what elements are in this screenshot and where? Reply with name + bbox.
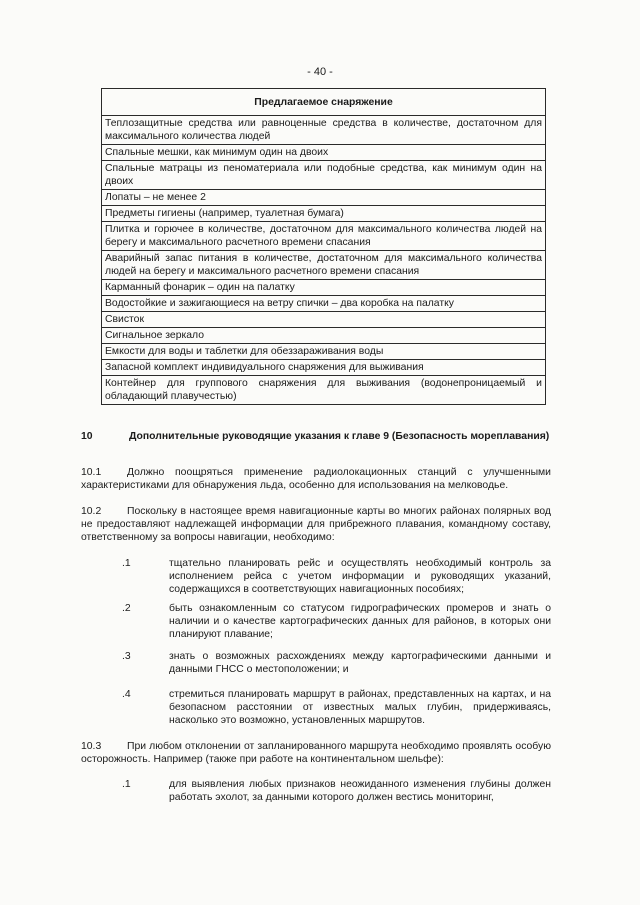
- list-item-text: стремиться планировать маршрут в районах, представленных на картах, и на безопасном расстоянии от известных малых глубин, придерживаясь, насколько это возможно, установленных маршрутов.: [169, 689, 551, 726]
- section-heading: [81, 430, 551, 443]
- table-row: Контейнер для группового снаряжения для выживания (водонепроницаемый и обладающий плавучестью): [102, 376, 546, 405]
- paragraph-text: Поскольку в настоящее время навигационные карты во многих районах полярных вод не предоставляют надлежащей информации для прибрежного плавания, командному составу, ответственному за вопросы навигации, необходимо:: [81, 506, 551, 543]
- list-item-number: .2: [122, 603, 131, 614]
- list-item-text: тщательно планировать рейс и осуществлять необходимый контроль за исполнением рейса с учетом информации и руководящих указаний, содержащихся в соответствующих навигационных пособиях;: [169, 558, 551, 595]
- paragraph-10-1: [81, 466, 551, 492]
- table-row: Теплозащитные средства или равноценные средства в количестве, достаточном для максимального количества людей: [102, 116, 546, 145]
- table-row: Водостойкие и зажигающиеся на ветру спички – два коробка на палатку: [102, 296, 546, 312]
- section-number: 10: [81, 431, 93, 442]
- table-row: Спальные мешки, как минимум один на двоих: [102, 145, 546, 161]
- table-row: Аварийный запас питания в количестве, достаточном для максимального количества людей на берегу и максимального расчетного времени спасания: [102, 251, 546, 280]
- list-item-number: .1: [122, 558, 131, 569]
- paragraph-10-3: [81, 740, 551, 766]
- paragraph-number: 10.3: [81, 741, 102, 752]
- page-number: - 40 -: [307, 66, 333, 78]
- list-item-text: быть ознакомленным со статусом гидрографических промеров и знать о наличии и о качестве картографических данных для районов, в которых они планируют плавание;: [169, 603, 551, 640]
- table-row: Лопаты – не менее 2: [102, 190, 546, 206]
- table-row: Свисток: [102, 312, 546, 328]
- paragraph-text: При любом отклонении от запланированного маршрута необходимо проявлять особую осторожность. Например (также при работе на континентальном шельфе):: [81, 741, 551, 765]
- list-item: [122, 688, 551, 727]
- list-item: [122, 650, 551, 676]
- table-row: Запасной комплект индивидуального снаряжения для выживания: [102, 360, 546, 376]
- paragraph-text: Должно поощряться применение радиолокационных станций с улучшенными характеристиками для обнаружения льда, особенно для использования на мелководье.: [81, 467, 551, 491]
- list-item-text: знать о возможных расхождениях между картографическими данными и данными ГНСС о местоположении; и: [169, 651, 551, 675]
- table-header: Предлагаемое снаряжение: [102, 89, 546, 116]
- table-row: Карманный фонарик – один на палатку: [102, 280, 546, 296]
- table-row: Емкости для воды и таблетки для обеззараживания воды: [102, 344, 546, 360]
- equipment-table: [101, 88, 546, 405]
- list-item-number: .3: [122, 651, 131, 662]
- paragraph-number: 10.2: [81, 506, 102, 517]
- table-row: Спальные матрацы из пеноматериала или подобные средства, как минимум один на двоих: [102, 161, 546, 190]
- table-row: Плитка и горючее в количестве, достаточном для максимального количества людей на берегу и максимального расчетного времени спасания: [102, 222, 546, 251]
- table-row: Сигнальное зеркало: [102, 328, 546, 344]
- list-item: [122, 557, 551, 596]
- section-title: Дополнительные руководящие указания к главе 9 (Безопасность мореплавания): [129, 431, 550, 442]
- paragraph-number: 10.1: [81, 467, 102, 478]
- list-item-text: для выявления любых признаков неожиданного изменения глубины должен работать эхолот, за данными которого должен вестись мониторинг,: [169, 779, 551, 803]
- list-item-number: .4: [122, 689, 131, 700]
- list-item: [122, 778, 551, 804]
- list-item-number: .1: [122, 779, 131, 790]
- paragraph-10-2: [81, 505, 551, 544]
- table-row: Предметы гигиены (например, туалетная бумага): [102, 206, 546, 222]
- list-item: [122, 602, 551, 641]
